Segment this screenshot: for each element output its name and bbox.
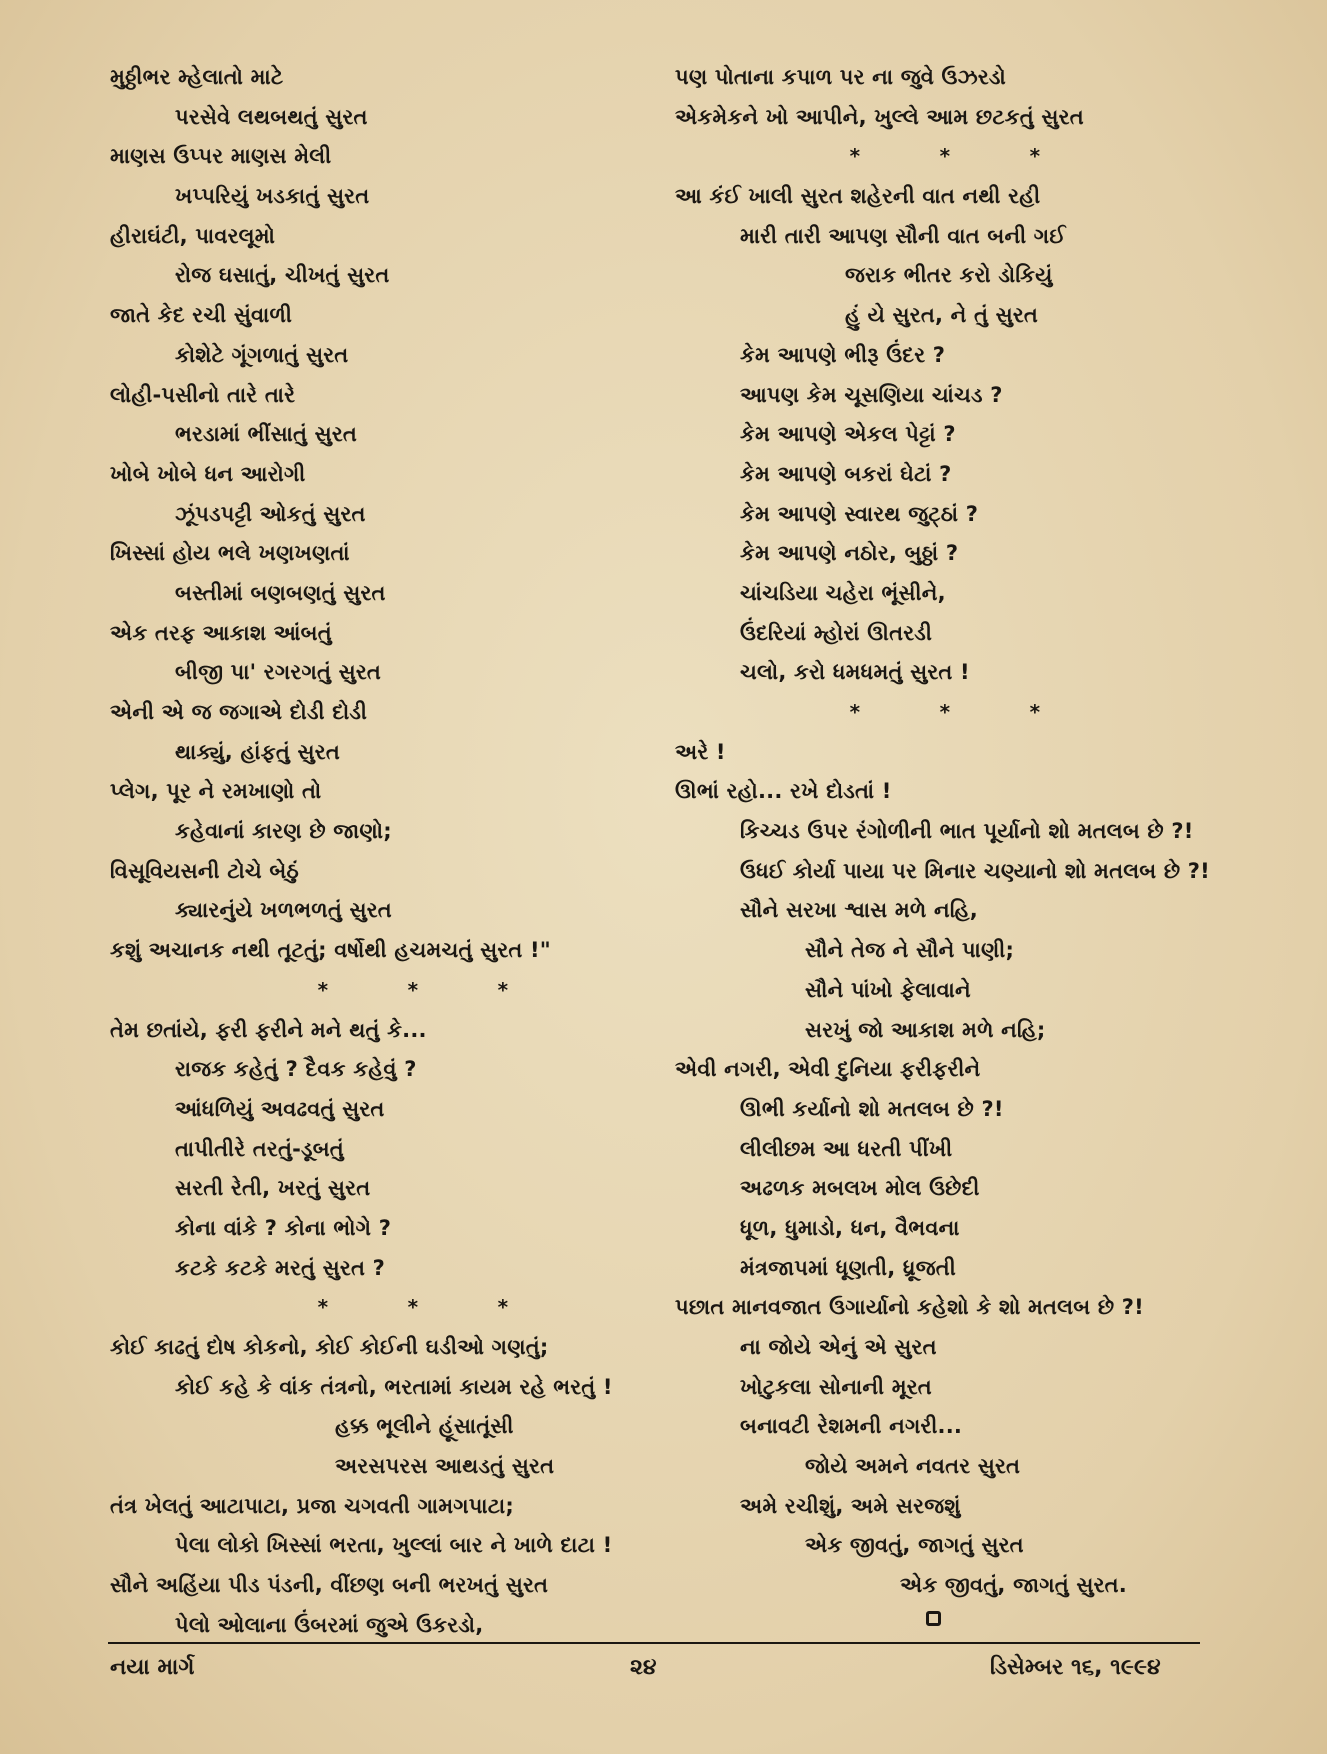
poem-line: હક્ક ભૂલીને હૂંસાતૂંસી [335, 1414, 514, 1439]
poem-line: ઉધઈ કોર્યા પાયા પર મિનાર ચણ્યાનો શો મતલબ છે ?! [740, 858, 1210, 883]
footer-rule [108, 1642, 1200, 1644]
poem-line: કોઈ કહે કે વાંક તંત્રનો, ભરતામાં કાયમ રહે ભરતું ! [175, 1374, 613, 1399]
poem-line: કેમ આપણે નઠોર, બુઠ્ઠાં ? [740, 541, 959, 566]
poem-line: એવી નગરી, એવી દુનિયા ફરીફરીને [675, 1057, 981, 1082]
poem-line: પરસેવે લથબથતું સુરત [175, 104, 368, 129]
poem-line: ખિસ્સાં હોય ભલે ખણખણતાં [110, 541, 350, 566]
poem-line: વિસૂવિયસની ટોચે બેઠું [110, 858, 299, 883]
poem-line: પેલા લોકો ખિસ્સાં ભરતા, ખુલ્લાં બાર ને ખાળે દાટા ! [175, 1533, 613, 1558]
right-column [675, 58, 1235, 1606]
poem-line: આપણ કેમ ચૂસણિયા ચાંચડ ? [740, 382, 1003, 407]
poem-line: કહેવાનાં કારણ છે જાણો; [175, 819, 392, 844]
poem-line: રોજ ઘસાતું, ચીખતું સુરત [175, 263, 390, 288]
poem-line: જોયે અમને નવતર સુરત [805, 1454, 1021, 1479]
section-divider: * * * [849, 700, 1041, 724]
poem-line: લોહી-પસીનો તારે તારે [110, 382, 296, 407]
poem-line: ભરડામાં ભીંસાતું સુરત [175, 422, 357, 447]
poem-line: હીરાઘંટી, પાવરલૂમો [110, 223, 276, 248]
poem-line: ધૂળ, ધુમાડો, ધન, વૈભવના [740, 1215, 960, 1240]
footer-page-number: ૨૪ [630, 1655, 657, 1680]
poem-line: અરે ! [675, 739, 726, 764]
poem-line: ઉંદરિયાં મ્હોરાં ઊતરડી [740, 620, 933, 645]
poem-line: સરતી રેતી, ખરતું સુરત [175, 1176, 371, 1201]
poem-line: સૌને અહિંયા પીડ પંડની, વીંછણ બની ભરખતું સુરત [110, 1573, 549, 1598]
footer-publication: નયા માર્ગ [110, 1655, 195, 1680]
poem-line: ચાંચડિયા ચહેરા ભૂંસીને, [740, 580, 946, 605]
poem-line: જરાક ભીતર કરો ડોકિયું [845, 263, 1053, 288]
poem-line: સૌને પાંખો ફેલાવાને [805, 977, 971, 1002]
poem-line: તાપીતીરે તરતું-ડૂબતું [175, 1136, 344, 1161]
poem-line: પણ પોતાના કપાળ પર ના જુવે ઉઝરડો [675, 65, 1006, 89]
poem-line: આંધળિયું અવઢવતું સુરત [175, 1096, 385, 1121]
poem-line: ઊભાં રહો... રખે દોડતાં ! [675, 779, 892, 804]
poem-line: ખપ્પરિયું ખડકાતું સુરત [175, 184, 370, 209]
poem-line: ખોટુકલા સોનાની મૂરત [740, 1374, 932, 1399]
poem-line: એક જીવતું, જાગતું સુરત. [900, 1573, 1127, 1598]
footer-date: ડિસેમ્બર ૧૬, ૧૯૯૪ [990, 1655, 1161, 1680]
poem-line: મુઠ્ઠીભર મ્હેલાતો માટે [110, 65, 284, 89]
poem-line: પછાત માનવજાત ઉગાર્યાનો કહેશો કે શો મતલબ છે ?! [675, 1295, 1144, 1320]
poem-line: કોશેટે ગૂંગળાતું સુરત [175, 342, 349, 367]
poem-line: અમે રચીશું, અમે સરજશું [740, 1493, 961, 1518]
poem-line: ઊભી કર્યાનો શો મતલબ છે ?! [740, 1096, 1004, 1121]
poem-line: ઝૂંપડપટ્ટી ઓકતું સુરત [175, 501, 366, 526]
poem-line: કિચ્ચડ ઉપર રંગોળીની ભાત પૂર્યાનો શો મતલબ છે ?! [740, 819, 1194, 844]
poem-line: સૌને સરખા શ્વાસ મળે નહિ, [740, 898, 978, 923]
poem-line: એક જીવતું, જાગતું સુરત [805, 1533, 1024, 1558]
poem-line: તંત્ર ખેલતું આટાપાટા, પ્રજા ચગવતી ગામગપાટા; [110, 1493, 514, 1518]
poem-line: જાતે કેદ રચી સુંવાળી [110, 303, 293, 328]
poem-line: કોના વાંકે ? કોના ભોગે ? [175, 1215, 392, 1240]
left-column [110, 58, 670, 1646]
section-divider: * * * [317, 977, 509, 1002]
poem-line: મંત્રજાપમાં ધૂણતી, ધ્રૂજતી [740, 1255, 956, 1280]
poem-line: સરખું જો આકાશ મળે નહિ; [805, 1017, 1046, 1042]
poem-line: તેમ છતાંયે, ફરી ફરીને મને થતું કે... [110, 1017, 427, 1042]
poem-line: ખોબે ખોબે ધન આરોગી [110, 461, 306, 486]
poem-line: કેમ આપણે એકલ પેટ્ટાં ? [740, 422, 956, 447]
section-divider: * * * [317, 1295, 509, 1320]
poem-line: રાજક કહેતું ? દૈવક કહેવું ? [175, 1057, 417, 1082]
poem-line: સૌને તેજ ને સૌને પાણી; [805, 938, 1015, 963]
poem-line: ક્યારનુંયે ખળભળતું સુરત [175, 898, 392, 923]
poem-line: બસ્તીમાં બણબણતું સુરત [175, 580, 386, 605]
poem-line: અઢળક મબલખ મોલ ઉછેદી [740, 1176, 980, 1201]
poem-line: કટકે કટકે મરતું સુરત ? [175, 1255, 385, 1280]
section-divider: * * * [849, 144, 1041, 169]
poem-line: કશું અચાનક નથી તૂટતું; વર્ષોથી હચમચતું સુરત !" [110, 938, 551, 963]
poem-line: બનાવટી રેશમની નગરી... [740, 1414, 963, 1439]
end-mark-box [926, 1611, 941, 1626]
poem-line: બીજી પા' રગરગતું સુરત [175, 660, 381, 685]
poem-line: કેમ આપણે બકરાં ઘેટાં ? [740, 461, 952, 486]
poem-line: એની એ જ જગાએ દોડી દોડી [110, 700, 368, 724]
poem-line: પેલો ઓલાના ઉંબરમાં જુએ ઉકરડો, [175, 1612, 484, 1637]
poem-line: કેમ આપણે સ્વારથ જુટ્ઠાં ? [740, 501, 979, 526]
poem-line: ચલો, કરો ધમધમતું સુરત ! [740, 660, 970, 685]
poem-line: થાક્યું, હાંફતું સુરત [175, 739, 340, 764]
poem-line: લીલીછમ આ ધરતી પીંખી [740, 1136, 953, 1161]
poem-line: આ કંઈ ખાલી સુરત શહેરની વાત નથી રહી [675, 184, 1041, 209]
poem-line: એકમેકને ખો આપીને, ખુલ્લે આમ છટકતું સુરત [675, 104, 1084, 129]
poem-line: એક તરફ આકાશ આંબતું [110, 620, 332, 645]
poem-line: પ્લેગ, પૂર ને રમખાણો તો [110, 779, 322, 804]
poem-line: મારી તારી આપણ સૌની વાત બની ગઈ [740, 223, 1066, 248]
poem-line: હું યે સુરત, ને તું સુરત [845, 303, 1039, 328]
poem-line: ના જોયે એનું એ સુરત [740, 1335, 937, 1359]
poem-line: કેમ આપણે ભીરૂ ઉંદર ? [740, 342, 946, 367]
poem-line: કોઈ કાઢતું દોષ કોકનો, કોઈ કોઈની ઘડીઓ ગણતું; [110, 1335, 549, 1359]
poem-line: માણસ ઉપ્પર માણસ મેલી [110, 144, 332, 169]
poem-line: અરસપરસ આથડતું સુરત [335, 1454, 555, 1479]
